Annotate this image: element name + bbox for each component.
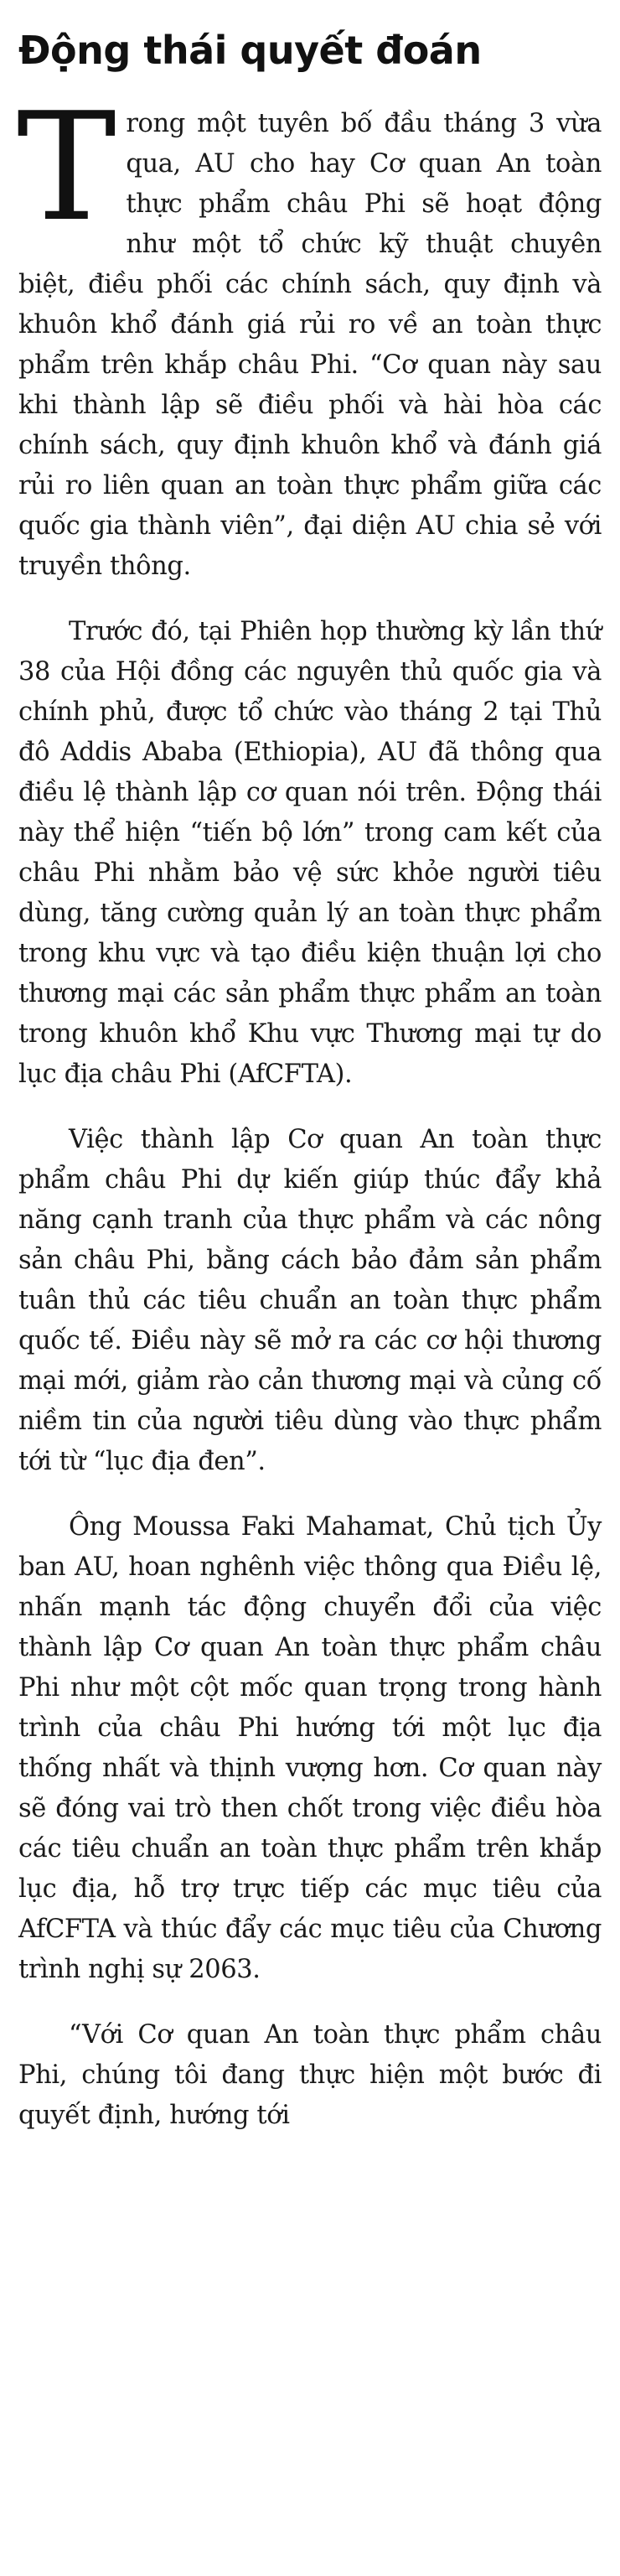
article-paragraph-5: “Với Cơ quan An toàn thực phẩm châu Phi, chúng tôi đang thực hiện một bước đi quyết định, hướng tới	[18, 2020, 602, 2130]
drop-cap: T	[17, 80, 116, 254]
article-paragraph-2: Trước đó, tại Phiên họp thường kỳ lần thứ 38 của Hội đồng các nguyên thủ quốc gia và chính phủ, được tổ chức vào tháng 2 tại Thủ đô Addis Ababa (Ethiopia), AU đã thông qua điều lệ thành lập cơ quan nói trên. Động thái này thể hiện “tiến bộ lớn” trong cam kết của châu Phi nhằm bảo vệ sức khỏe người tiêu dùng, tăng cường quản lý an toàn thực phẩm trong khu vực và tạo điều kiện thuận lợi cho thương mại các sản phẩm thực phẩm an toàn trong khuôn khổ Khu vực Thương mại tự do lục địa châu Phi (AfCFTA).	[18, 617, 602, 1089]
article-paragraph-4: Ông Moussa Faki Mahamat, Chủ tịch Ủy ban AU, hoan nghênh việc thông qua Điều lệ, nhấn mạnh tác động chuyển đổi của việc thành lập Cơ quan An toàn thực phẩm châu Phi như một cột mốc quan trọng trong hành trình của châu Phi hướng tới một lục địa thống nhất và thịnh vượng hơn. Cơ quan này sẽ đóng vai trò then chốt trong việc điều hòa các tiêu chuẩn an toàn thực phẩm trên khắp lục địa, hỗ trợ trực tiếp các mục tiêu của AfCFTA và thúc đẩy các mục tiêu của Chương trình nghị sự 2063.	[18, 1512, 602, 1984]
article-paragraph-3: Việc thành lập Cơ quan An toàn thực phẩm châu Phi dự kiến giúp thúc đẩy khả năng cạnh tranh của thực phẩm và các nông sản châu Phi, bằng cách bảo đảm sản phẩm tuân thủ các tiêu chuẩn an toàn thực phẩm quốc tế. Điều này sẽ mở ra các cơ hội thương mại mới, giảm rào cản thương mại và củng cố niềm tin của người tiêu dùng vào thực phẩm tới từ “lục địa đen”.	[18, 1125, 602, 1476]
article-paragraph-1	[17, 80, 602, 587]
article-headline: Động thái quyết đoán	[18, 28, 482, 73]
paragraph-1-text: rong một tuyên bố đầu tháng 3 vừa qua, AU cho hay Cơ quan An toàn thực phẩm châu Phi sẽ hoạt động như một tổ chức kỹ thuật chuyên biệt, điều phối các chính sách, quy định và khuôn khổ đánh giá rủi ro về an toàn thực phẩm trên khắp châu Phi. “Cơ quan này sau khi thành lập sẽ điều phối và hài hòa các chính sách, quy định khuôn khổ và đánh giá rủi ro liên quan an toàn thực phẩm giữa các quốc gia thành viên”, đại diện AU chia sẻ với truyền thông.	[18, 109, 602, 581]
